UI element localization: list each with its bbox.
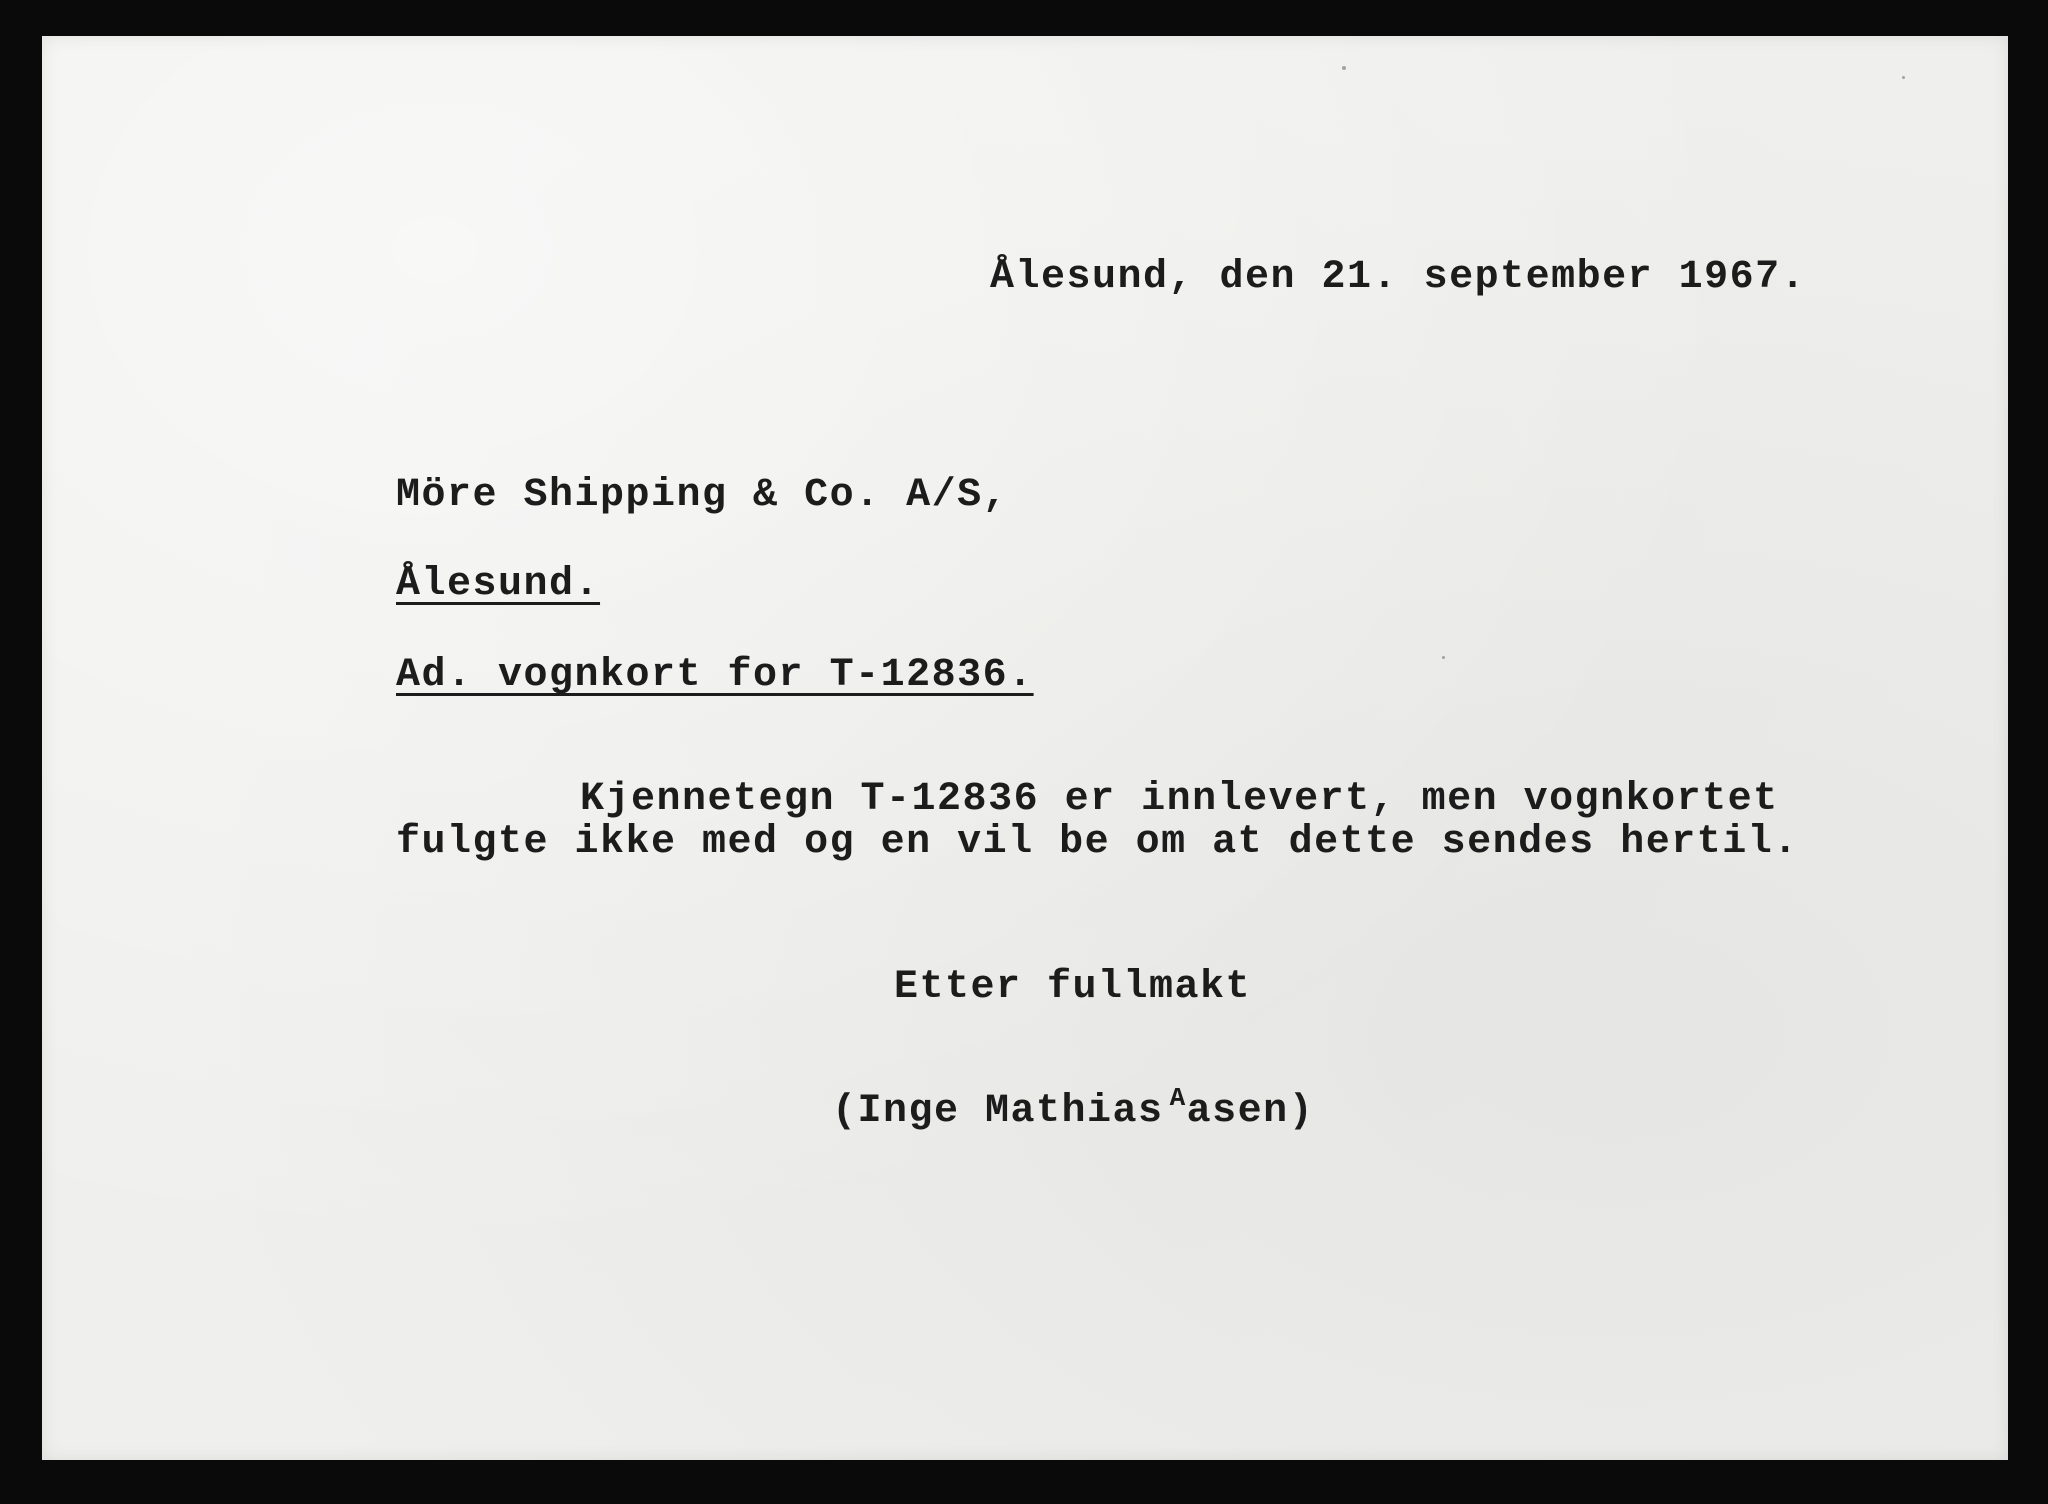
letter-sheet [42, 36, 2008, 1460]
subject-line: Ad. vognkort for T-12836. [396, 653, 1034, 698]
closing: Etter fullmakt [894, 965, 1252, 1010]
signature-superscript: A [1169, 1083, 1187, 1113]
paper-speck [1902, 76, 1905, 79]
body-line: fulgte ikke med og en vil be om at dette sendes hertil. [396, 820, 1799, 865]
paper-speck [1442, 656, 1445, 659]
place-date: Ålesund, den 21. september 1967. [990, 255, 1807, 300]
recipient-city: Ålesund. [396, 562, 601, 607]
signature [832, 1083, 1315, 1134]
body-line: Kjennetegn T-12836 er innlevert, men vognkortet [580, 777, 1779, 822]
signature-prefix: (Inge Mathias [832, 1089, 1164, 1134]
signature-suffix: asen) [1186, 1089, 1315, 1134]
recipient-name: Möre Shipping & Co. A/S, [396, 473, 1009, 518]
paper-speck [1342, 66, 1346, 70]
